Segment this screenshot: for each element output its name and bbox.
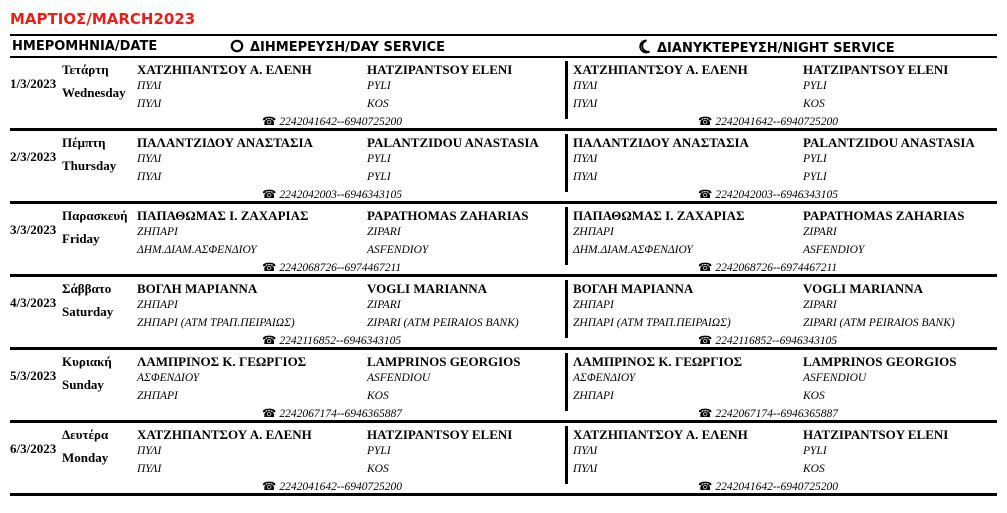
address-greek: ΖΗΠΑΡΙ [573,390,614,402]
address-english: ASFENDIOY [367,244,429,256]
weekday-english: Thursday [62,158,117,173]
location-greek: ΖΗΠΑΡΙ [573,299,614,311]
weekday-greek: Σάββατο [62,281,112,296]
phone-text: 2242067174--6946365887 [279,408,402,420]
day-service-cell [137,423,557,495]
pharmacist-name-english: HATZIPANTSOY ELENI [367,427,513,442]
phone-text: 2242041642--6940725200 [715,481,838,493]
table-row [10,131,997,203]
service-date: 5/3/2023 [10,368,57,383]
weekday-english: Monday [62,450,109,465]
location-english: PYLI [803,80,827,92]
day-service-cell [137,131,557,203]
location-english: ZIPARI [367,299,401,311]
phone-text: 2242068726--6974467211 [279,262,402,274]
phone-text: 2242041642--6940725200 [279,116,402,128]
night-service-cell [573,350,993,422]
phone-text: 2242041642--6940725200 [279,481,402,493]
weekday-greek: Κυριακή [62,354,112,369]
phone-number [698,187,838,201]
location-greek: ΑΣΦΕΝΔΙΟΥ [573,372,636,384]
weekday-greek: Παρασκευή [62,208,128,223]
day-service-cell [137,204,557,276]
phone-icon: ☎ [698,335,713,347]
phone-icon: ☎ [262,408,277,420]
location-english: ZIPARI [803,299,837,311]
address-english: KOS [803,98,825,110]
phone-number [262,406,402,420]
service-date: 6/3/2023 [10,441,57,456]
address-greek: ΔΗΜ.ΔΙΑΜ.ΑΣΦΕΝΔΙΟΥ [137,244,257,256]
weekday-greek: Τετάρτη [62,62,109,77]
address-greek: ΠΥΛΙ [573,463,598,475]
date-column-header: ΗΜΕΡΟΜΗΝΙΑ/DATE [12,39,158,54]
phone-text: 2242067174--6946365887 [715,408,838,420]
phone-text: 2242068726--6974467211 [715,262,838,274]
location-greek: ΠΥΛΙ [137,445,162,457]
pharmacist-name-greek: ΧΑΤΖΗΠΑΝΤΣΟΥ Α. ΕΛΕΝΗ [573,62,748,77]
address-english: KOS [803,390,825,402]
page-title: ΜΑΡΤΙΟΣ/MARCH2023 [10,10,196,28]
phone-text: 2242042003--6946343105 [715,189,838,201]
weekday-greek: Δευτέρα [62,427,109,442]
location-english: ZIPARI [367,226,401,238]
address-english: ASFENDIOY [803,244,865,256]
pharmacist-name-greek: ΠΑΛΑΝΤΖΙΔΟΥ ΑΝΑΣΤΑΣΙΑ [137,135,313,150]
night-service-cell [573,204,993,276]
phone-number [262,187,402,201]
address-greek: ΠΥΛΙ [573,98,598,110]
location-greek: ΖΗΠΑΡΙ [137,299,178,311]
location-greek: ΖΗΠΑΡΙ [137,226,178,238]
pharmacist-name-greek: ΒΟΓΛΗ ΜΑΡΙΑΝΝΑ [573,281,694,296]
column-separator [565,353,568,411]
phone-icon: ☎ [698,262,713,274]
weekday-greek: Πέμπτη [62,135,106,150]
phone-icon: ☎ [698,481,713,493]
phone-number [262,260,401,274]
service-date: 2/3/2023 [10,149,57,164]
service-date: 1/3/2023 [10,76,57,91]
pharmacist-name-greek: ΠΑΛΑΝΤΖΙΔΟΥ ΑΝΑΣΤΑΣΙΑ [573,135,749,150]
location-english: PYLI [367,80,391,92]
location-english: ASFENDIOU [367,372,431,384]
night-service-cell [573,131,993,203]
pharmacist-name-greek: ΠΑΠΑΘΩΜΑΣ Ι. ΖΑΧΑΡΙΑΣ [137,208,309,223]
sun-icon [230,39,244,53]
address-greek: ΔΗΜ.ΔΙΑΜ.ΑΣΦΕΝΔΙΟΥ [573,244,693,256]
location-english: ASFENDIOU [803,372,867,384]
phone-number [262,114,402,128]
phone-icon: ☎ [698,189,713,201]
address-greek: ΠΥΛΙ [137,171,162,183]
location-greek: ΠΥΛΙ [137,80,162,92]
pharmacist-name-greek: ΧΑΤΖΗΠΑΝΤΣΟΥ Α. ΕΛΕΝΗ [137,427,312,442]
weekday-english: Saturday [62,304,114,319]
address-greek: ΠΥΛΙ [137,98,162,110]
location-english: PYLI [803,153,827,165]
night-service-cell [573,277,993,349]
location-greek: ΠΥΛΙ [573,445,598,457]
pharmacist-name-greek: ΧΑΤΖΗΠΑΝΤΣΟΥ Α. ΕΛΕΝΗ [573,427,748,442]
table-row [10,58,997,130]
address-greek: ΖΗΠΑΡΙ (ΑΤΜ ΤΡΑΠ.ΠΕΙΡΑΙΩΣ) [573,317,731,329]
pharmacist-name-greek: ΛΑΜΠΡΙΝΟΣ Κ. ΓΕΩΡΓΙΟΣ [573,354,743,369]
phone-text: 2242116852--6946343105 [715,335,838,347]
address-english: PYLI [367,171,391,183]
address-english: PYLI [803,171,827,183]
phone-text: 2242116852--6946343105 [279,335,402,347]
column-separator [565,207,568,265]
location-greek: ΠΥΛΙ [137,153,162,165]
night-service-label: ΔΙΑΝΥΚΤΕΡΕΥΣΗ/NIGHT SERVICE [657,41,895,56]
pharmacist-name-english: LAMPRINOS GEORGIOS [367,354,521,369]
phone-number [698,114,838,128]
pharmacist-name-english: VOGLI MARIANNA [367,281,487,296]
day-service-column-header [230,39,445,55]
pharmacist-name-english: HATZIPANTSOY ELENI [803,62,949,77]
header-top-rule [10,34,997,36]
phone-number [698,406,838,420]
table-header [10,38,997,56]
phone-number [262,479,402,493]
location-english: PYLI [367,153,391,165]
address-greek: ΠΥΛΙ [573,171,598,183]
table-row [10,204,997,276]
night-service-cell [573,58,993,130]
phone-number [698,333,837,347]
pharmacist-name-english: LAMPRINOS GEORGIOS [803,354,957,369]
day-service-cell [137,350,557,422]
table-row [10,350,997,422]
pharmacist-name-english: PAPATHOMAS ZAHARIAS [803,208,965,223]
weekday-english: Sunday [62,377,104,392]
location-greek: ΠΥΛΙ [573,153,598,165]
address-greek: ΖΗΠΑΡΙ (ΑΤΜ ΤΡΑΠ.ΠΕΙΡΑΙΩΣ) [137,317,295,329]
night-service-cell [573,423,993,495]
address-greek: ΠΥΛΙ [137,463,162,475]
service-date: 4/3/2023 [10,295,57,310]
location-english: ZIPARI [803,226,837,238]
weekday-english: Wednesday [62,85,126,100]
location-greek: ΑΣΦΕΝΔΙΟΥ [137,372,200,384]
phone-icon: ☎ [698,116,713,128]
address-english: KOS [803,463,825,475]
service-date: 3/3/2023 [10,222,57,237]
day-service-cell [137,277,557,349]
pharmacist-name-english: HATZIPANTSOY ELENI [367,62,513,77]
phone-icon: ☎ [262,116,277,128]
phone-icon: ☎ [262,262,277,274]
pharmacist-name-greek: ΠΑΠΑΘΩΜΑΣ Ι. ΖΑΧΑΡΙΑΣ [573,208,745,223]
pharmacist-name-english: PALANTZIDOU ANASTASIA [367,135,539,150]
table-row [10,423,997,495]
address-english: KOS [367,463,389,475]
pharmacist-name-english: PALANTZIDOU ANASTASIA [803,135,975,150]
phone-number [698,479,838,493]
column-separator [565,134,568,192]
pharmacist-name-greek: ΧΑΤΖΗΠΑΝΤΣΟΥ Α. ΕΛΕΝΗ [137,62,312,77]
location-english: PYLI [803,445,827,457]
address-english: ZIPARI (ATM PEIRAIOS BANK) [803,317,955,329]
pharmacist-name-greek: ΛΑΜΠΡΙΝΟΣ Κ. ΓΕΩΡΓΙΟΣ [137,354,307,369]
phone-icon: ☎ [262,189,277,201]
phone-text: 2242041642--6940725200 [715,116,838,128]
location-greek: ΖΗΠΑΡΙ [573,226,614,238]
phone-icon: ☎ [698,408,713,420]
pharmacist-name-english: HATZIPANTSOY ELENI [803,427,949,442]
moon-icon [637,39,651,54]
pharmacist-name-english: VOGLI MARIANNA [803,281,923,296]
day-service-cell [137,58,557,130]
location-english: PYLI [367,445,391,457]
phone-icon: ☎ [262,335,277,347]
phone-number [262,333,401,347]
column-separator [565,426,568,484]
phone-number [698,260,837,274]
pharmacist-name-greek: ΒΟΓΛΗ ΜΑΡΙΑΝΝΑ [137,281,258,296]
weekday-english: Friday [62,231,100,246]
phone-icon: ☎ [262,481,277,493]
column-separator [565,280,568,338]
location-greek: ΠΥΛΙ [573,80,598,92]
day-service-label: ΔΙΗΜΕΡΕΥΣΗ/DAY SERVICE [250,40,446,55]
row-divider [10,493,997,496]
address-english: ZIPARI (ATM PEIRAIOS BANK) [367,317,519,329]
night-service-column-header [637,39,895,56]
pharmacist-name-english: PAPATHOMAS ZAHARIAS [367,208,529,223]
table-row [10,277,997,349]
column-separator [565,61,568,119]
address-english: KOS [367,390,389,402]
phone-text: 2242042003--6946343105 [279,189,402,201]
address-english: KOS [367,98,389,110]
address-greek: ΖΗΠΑΡΙ [137,390,178,402]
